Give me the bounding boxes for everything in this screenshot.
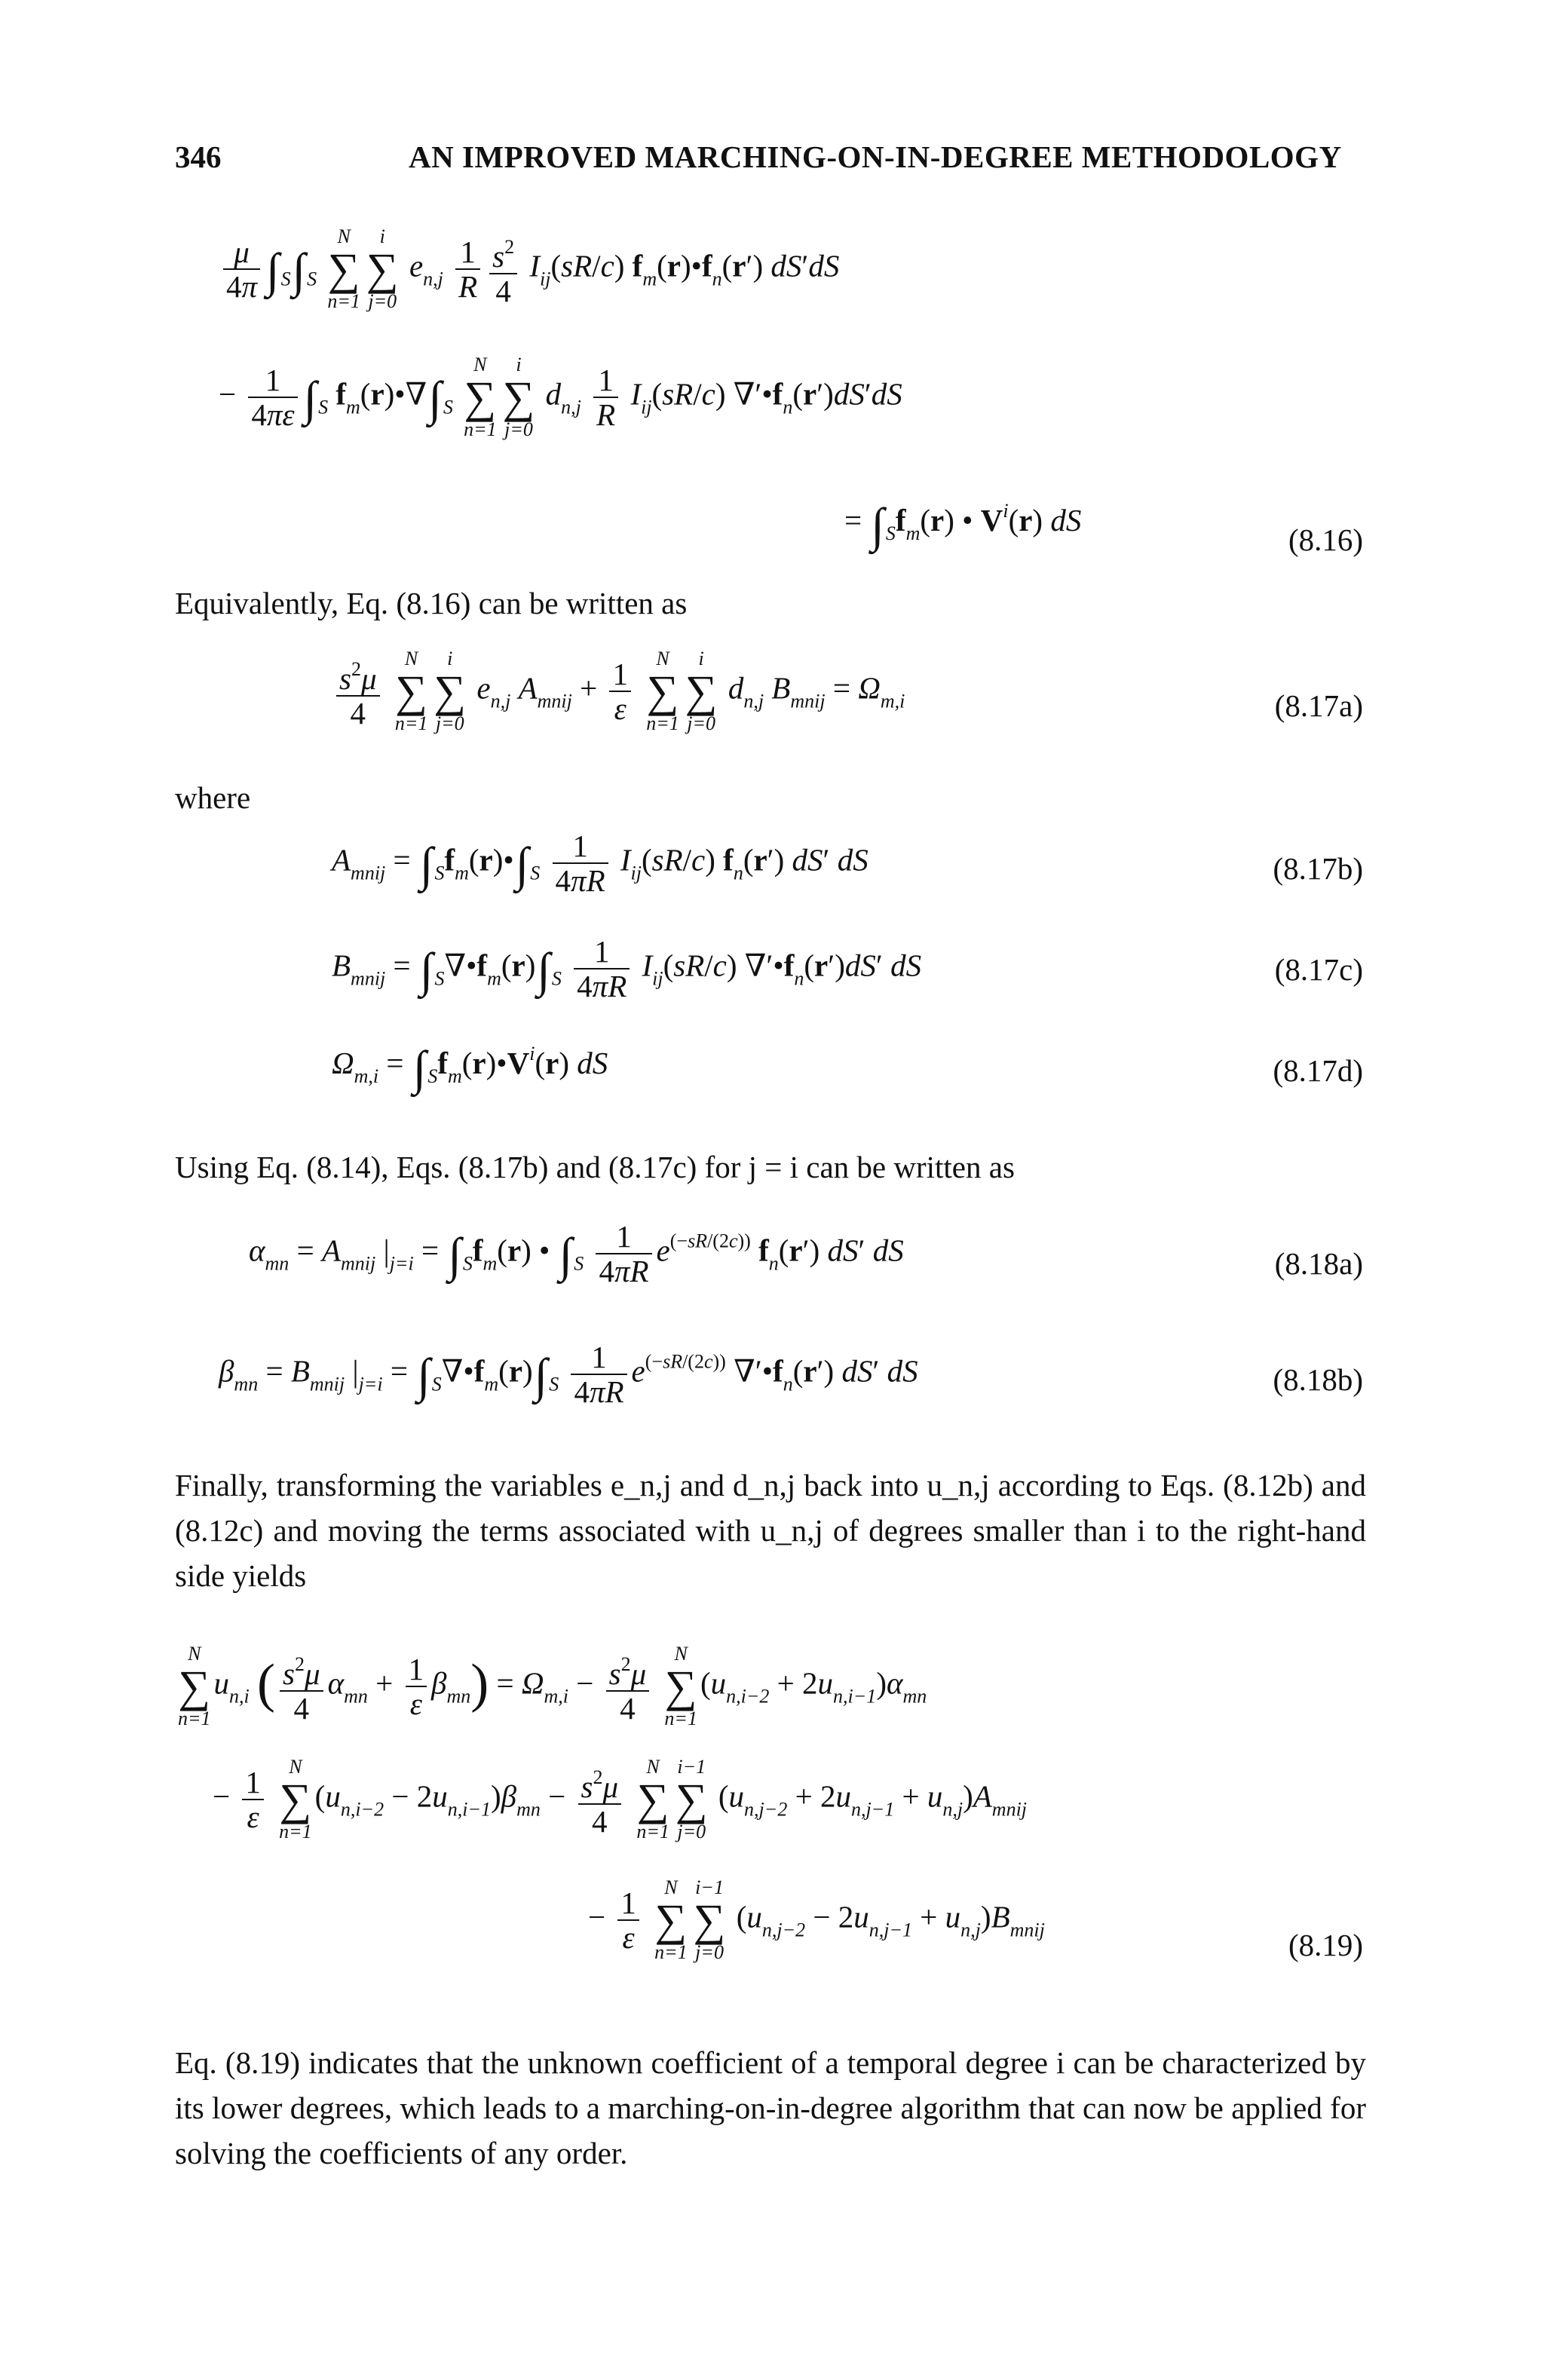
equation-8-19-line-2: − $\frac{1}{\varepsilon}$ N ∑ n=1 $(u_{n,i-2} - 2u_{n,i-1})\beta_{mn}$ − $\frac{s^2\mu}{4}$ N ∑ n=1 i−1 ∑ j=0 $(u_{n,j-2} + 2u_{n,j-1} + u_{n,j})A_{mnij}$: [213, 1756, 1028, 1842]
equation-number-8-19: (8.19): [1288, 1928, 1363, 1962]
paragraph-equivalently: Equivalently, Eq. (8.16) can be written as: [175, 586, 688, 620]
equation-number-8-17c: (8.17c): [1274, 952, 1363, 987]
page-number: 346: [175, 139, 222, 174]
equation-8-19-line-1: N ∑ n=1 $u_{n,i}$ ( $\frac{s^2\mu}{4}$ $\alpha_{mn}$ + $\frac{1}{\varepsilon}$ $\beta_{mn}) = \Omega_{m,i}$ − $\frac{s^2\mu}{4}$ N ∑ n=1 $(u_{n,i-2} + 2u_{n,i-1})\alpha_{mn}$: [178, 1643, 927, 1729]
equation-8-19-line-3: − $\frac{1}{\varepsilon}$ N ∑ n=1 i−1 ∑ j=0 $(u_{n,j-2} - 2u_{n,j-1} + u_{n,j})B_{mnij}$: [588, 1876, 1045, 1963]
paragraph-conclusion: Eq. (8.19) indicates that the unknown coefficient of a temporal degree i can be characterized by its lower degrees, which leads to a marching-on-in-degree algorithm that can now be applied for solving the coefficients of any order.: [175, 2045, 1366, 2170]
paragraph-using: Using Eq. (8.14), Eqs. (8.17b) and (8.17c) for j = i can be written as: [175, 1150, 1015, 1184]
equation-8-16-line-1: $\frac{\mu}{4\pi}$ $\int_S\int_S$ N ∑ n=1 i ∑ j=0 $e_{n,j}$ $\frac{1}{R}$ $\frac{s^2}{4}$ $I_{ij}(sR/c)$ $f_m(r)•f_n(r')$ dS′dS: [219, 226, 839, 312]
equation-8-18b: $\beta_{mn} = B_{mnij}$ $|_{j=i}$ = $\int_S\nabla•f_m(r)\int_S$ $\frac{1}{4\pi R}$ $e^{(-sR/(2c))}$ $\nabla'•f_n(r')$ dS′ dS: [219, 1340, 918, 1409]
equation-8-17a: $\frac{s^2\mu}{4}$ N ∑ n=1 i ∑ j=0 $e_{n,j}$ $A_{mnij}$ + $\frac{1}{\varepsilon}$ N ∑ n=1 i ∑ j=0 $d_{n,j}$ $B_{mnij} = \Omega_{m,i}$: [332, 648, 905, 734]
equation-number-8-17d: (8.17d): [1273, 1053, 1363, 1088]
equation-number-8-17b: (8.17b): [1273, 851, 1363, 886]
equation-8-17c: $B_{mnij}$ = $\int_S\nabla•f_m(r)\int_S$ $\frac{1}{4\pi R}$ $I_{ij}(sR/c)$ $\nabla'•f_n(r')dS'$ dS: [332, 934, 922, 1003]
equation-number-8-18b: (8.18b): [1273, 1362, 1363, 1397]
running-title: AN IMPROVED MARCHING-ON-IN-DEGREE METHODOLOGY: [409, 139, 1342, 174]
paragraph-where: where: [175, 780, 251, 815]
equation-8-17b: $A_{mnij}$ = $\int_Sf_m(r)•\int_S$ $\frac{1}{4\pi R}$ $I_{ij}(sR/c)$ $f_n(r')$ dS′ dS: [332, 829, 868, 898]
paragraph-finally: Finally, transforming the variables e_n,j and d_n,j back into u_n,j according to Eqs. (8.12b) and (8.12c) and moving the terms associated with u_n,j of degrees smaller than i to the right-hand side yields: [175, 1468, 1366, 1593]
equation-number-8-18a: (8.18a): [1274, 1246, 1363, 1281]
running-header: [175, 139, 1366, 184]
equation-number-8-17a: (8.17a): [1274, 688, 1363, 723]
equation-8-16-line-2: − $\frac{1}{4\pi\varepsilon}$ $\int_S$ $f_m(r)•\nabla\int_S$ N ∑ n=1 i ∑ j=0 $d_{n,j}$ $\frac{1}{R}$ $I_{ij}(sR/c)$ $\nabla'•f_n(r')dS'dS$: [219, 354, 902, 440]
equation-8-17d: $\Omega_{m,i}$ = $\int_Sf_m(r)•V^i(r)$ dS: [332, 1041, 608, 1095]
equation-8-16-line-3: = $\int_Sf_m(r)$ • $V^i(r)$ dS: [844, 498, 1082, 552]
equation-number-8-16: (8.16): [1288, 522, 1363, 557]
equation-8-18a: $\alpha_{mn} = A_{mnij}$ $|_{j=i} = \int_Sf_m(r)$ • $\int_S$ $\frac{1}{4\pi R}$ $e^{(-sR/(2c))}$ $f_n(r')$ dS′ dS: [249, 1219, 904, 1288]
